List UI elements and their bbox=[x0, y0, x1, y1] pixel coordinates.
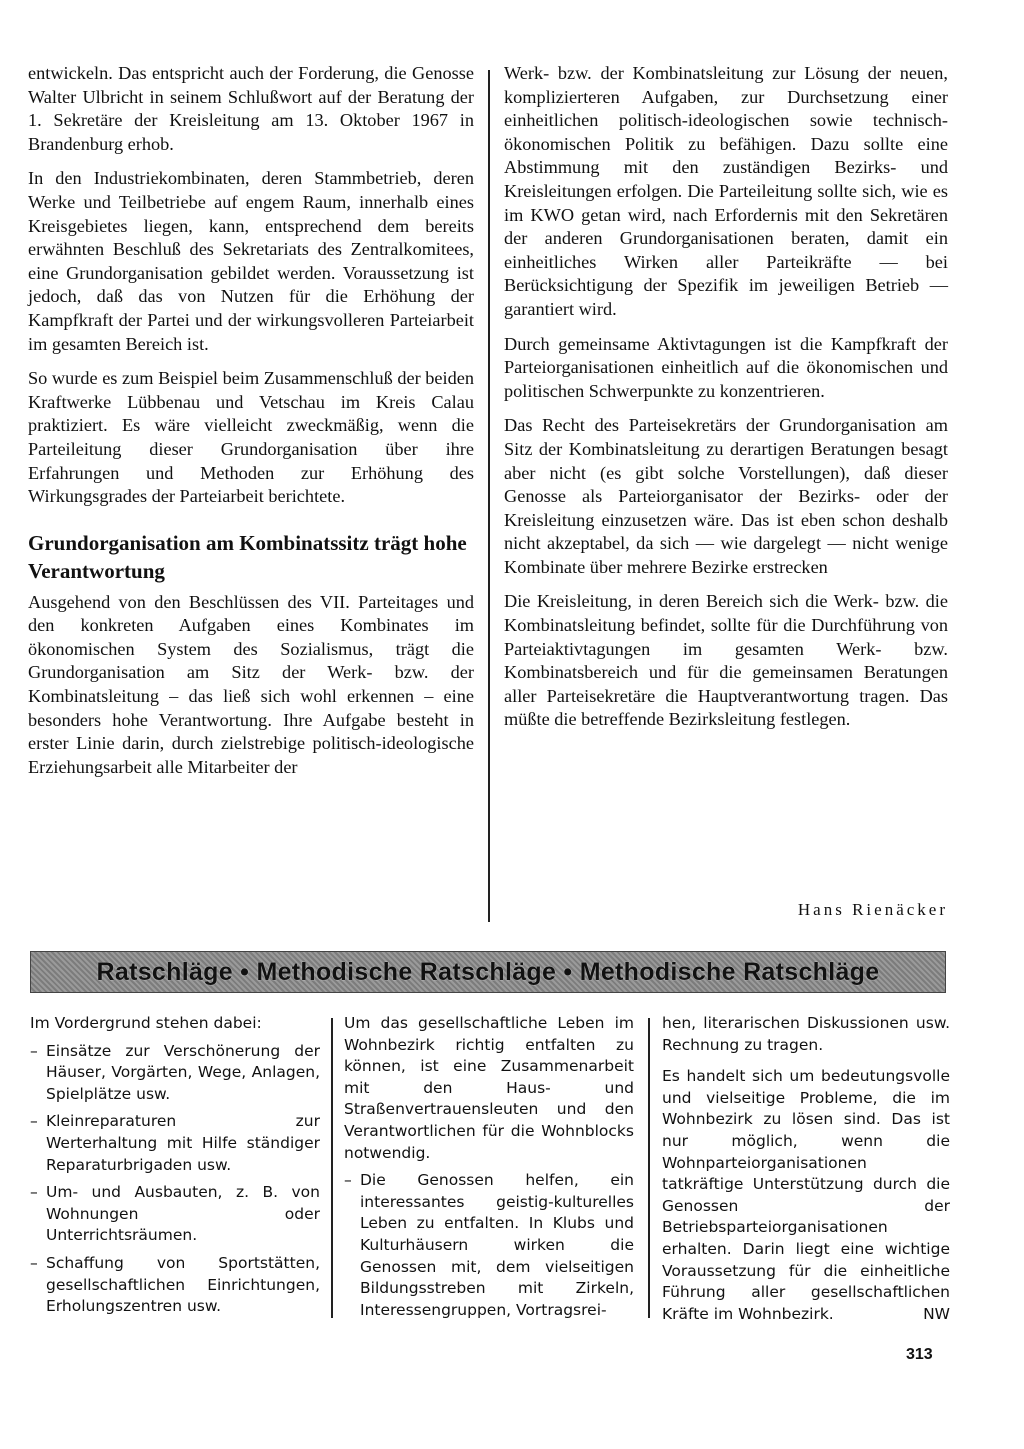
box-intro: Im Vordergrund stehen dabei: bbox=[30, 1014, 262, 1032]
dash-icon: – bbox=[30, 1041, 38, 1060]
box-column-2 bbox=[344, 1013, 634, 1327]
dash-icon: – bbox=[30, 1183, 38, 1202]
list-item-text: Um- und Ausbauten, z. B. von Wohnungen oder Unterrichtsräumen. bbox=[46, 1183, 320, 1245]
banner-text: Ratschläge • Methodische Ratschläge • Methodische Ratschläge bbox=[96, 957, 880, 986]
article-paragraph: Das Recht des Parteisekretärs der Grundorganisation am Sitz der Kombinatsleitung zu derartigen Beratungen besagt aber nicht (es gibt solche Vorstellungen), daß dieser Genosse als Parteiorganisator der Bezirks- oder der Kreisleitung einzusetzen wäre. Das ist eben schon deshalb nicht akzeptabel, da sich — wie dargelegt — nicht wenige Kombinate über mehrere Bezirke erstrecken bbox=[504, 415, 948, 577]
column-divider bbox=[488, 70, 490, 922]
article-paragraph: Werk- bzw. der Kombinatsleitung zur Lösung der neuen, komplizierteren Aufgaben, zur Durchsetzung einer einheitlichen politisch-ideologischen sowie technisch-ökonomischen Politik zu befähigen. Dazu sollte eine Abstimmung mit den zuständigen Bezirks- und Kreisleitungen erfolgen. Die Parteileitung sollte sich, wie es im KWO getan wird, nach Erfordernis mit den Sekretären der anderen Grundorganisationen beraten, damit ein einheitliches Wirken aller Parteikräfte — bei Berücksichtigung der Spezifik im jeweiligen Betrieb — garantiert wird. bbox=[504, 63, 948, 319]
dash-icon: – bbox=[30, 1112, 38, 1131]
article-paragraph: Die Kreisleitung, in deren Bereich sich die Werk- bzw. die Kombinatsleitung befindet, sollte für die Durchführung von Parteiaktivtagungen im gesamten Werk- bzw. Kombinatsbereich und für die gemeinsamen Beratungen aller Parteisekretäre die Hauptverantwortung tragen. Das müßte die betreffende Bezirksleitung festlegen. bbox=[504, 591, 948, 730]
section-heading: Grundorganisation am Kombinatssitz trägt hohe Verantwortung bbox=[28, 530, 467, 583]
box-column-divider bbox=[331, 1018, 333, 1318]
author-signature: Hans Rienäcker bbox=[797, 900, 948, 919]
list-item-text: Kleinreparaturen zur Werterhaltung mit Hilfe ständiger Reparaturbrigaden usw. bbox=[46, 1112, 320, 1174]
article-paragraph: So wurde es zum Beispiel beim Zusammenschluß der beiden Kraftwerke Lübbenau und Vetschau im Kreis Calau praktiziert. Es wäre vielleicht zweckmäßig, wenn die Parteileitung dieser Grundorganisation über ihre Erfahrungen und Methoden zur Erhöhung des Wirkungsgrades der Parteiarbeit berichtete. bbox=[28, 368, 474, 507]
list-item bbox=[344, 1170, 634, 1321]
list-item bbox=[30, 1111, 320, 1176]
list-item-text: Die Genossen helfen, ein interessantes geistig-kulturelles Leben zu entfalten. In Klubs und Kulturhäusern wirken die Genossen mit, dem vielseitigen Bildungsstreben mit Zirkeln, Interessengruppen, Vortragsrei- bbox=[360, 1171, 634, 1319]
page-number: 313 bbox=[906, 1346, 933, 1363]
box-list bbox=[30, 1041, 320, 1318]
list-item bbox=[30, 1253, 320, 1318]
list-item bbox=[30, 1041, 320, 1106]
list-item-text: Schaffung von Sportstätten, gesellschaftlichen Einrichtungen, Erholungszentren usw. bbox=[46, 1253, 320, 1316]
box-paragraph: Es handelt sich um bedeutungsvolle und vielseitige Probleme, die im Wohnbezirk zu lösen sind. Das ist nur möglich, wenn die Wohnparteiorganisationen tatkräftige Unterstützung durch die Genossen der Betriebsparteiorganisationen erhalten. Darin liegt eine wichtige Voraussetzung für die einheitliche Führung aller gesellschaftlichen Kräfte im Wohnbezirk. bbox=[662, 1067, 950, 1323]
box-column-3 bbox=[662, 1013, 950, 1332]
box-column-divider bbox=[648, 1018, 650, 1318]
section-banner bbox=[30, 951, 946, 993]
dash-icon: – bbox=[30, 1253, 38, 1272]
box-column-1 bbox=[30, 1013, 320, 1324]
article-paragraph: Durch gemeinsame Aktivtagungen ist die Kampfkraft der Parteiorganisationen einheitlich auf die ökonomischen und politischen Schwerpunkte zu konzentrieren. bbox=[504, 333, 948, 401]
box-list bbox=[344, 1170, 634, 1321]
article-right-column bbox=[504, 62, 948, 743]
article-paragraph: Ausgehend von den Beschlüssen des VII. Parteitages und den konkreten Aufgaben eines Kombinates im ökonomischen System des Sozialismus, trägt die Grundorganisation am Sitz der Werk- bzw. der Kombinatsleitung – das ließ sich wohl erkennen – eine besonders hohe Verantwortung. Ihre Aufgabe besteht in erster Linie darin, durch zielstrebige politisch-ideologische Erziehungsarbeit alle Mitarbeiter der bbox=[28, 591, 474, 777]
box-paragraph: Um das gesellschaftliche Leben im Wohnbezirk richtig entfalten zu können, ist eine Zusammenarbeit mit den Haus- und Straßenvertrauensleuten und den Verantwortlichen für die Wohnblocks notwendig. bbox=[344, 1014, 634, 1162]
article-paragraph: entwickeln. Das entspricht auch der Forderung, die Genosse Walter Ulbricht in seinem Schlußwort auf der Beratung der 1. Sekretäre der Kreisleitung am 13. Oktober 1967 in Brandenburg erhob. bbox=[28, 63, 474, 154]
list-item bbox=[30, 1182, 320, 1247]
dash-icon: – bbox=[344, 1171, 352, 1190]
article-paragraph: In den Industriekombinaten, deren Stammbetrieb, deren Werke und Teilbetriebe auf engem Raum, innerhalb eines Kreisgebietes liegen, kann, entsprechend dem bereits erwähnten Beschluß des Sekretariats des Zentralkomitees, eine Grundorganisation gebildet werden. Voraussetzung ist jedoch, daß das von Nutzen für die Erhöhung der Kampfkraft der Partei und der wirkungsvolleren Parteiarbeit im gesamten Bereich ist. bbox=[28, 168, 474, 354]
list-item-text: Einsätze zur Verschönerung der Häuser, Vorgärten, Wege, Anlagen, Spielplätze usw. bbox=[46, 1041, 320, 1103]
box-author-tag: NW bbox=[923, 1305, 950, 1324]
article-left-column bbox=[28, 62, 474, 790]
box-paragraph: hen, literarischen Diskussionen usw. Rechnung zu tragen. bbox=[662, 1014, 950, 1054]
